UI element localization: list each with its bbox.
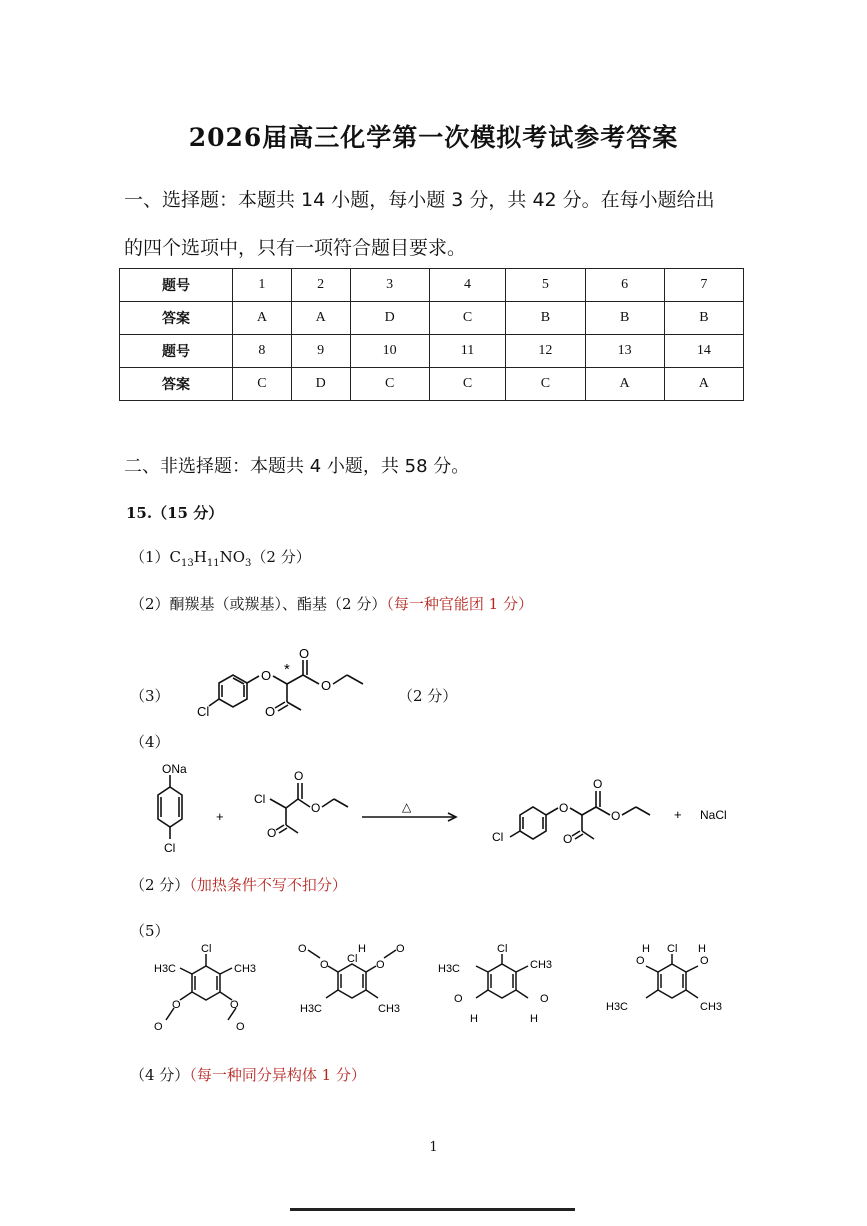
formula-no: NO (219, 548, 246, 566)
cl-label: Cl (667, 943, 678, 955)
section-2-heading: 二、非选择题：本题共 4 小题，共 58 分。 (124, 456, 470, 477)
o-label: O (593, 777, 603, 791)
cl-label: Cl (497, 943, 508, 955)
o-label: O (267, 826, 277, 840)
table-row (120, 302, 744, 335)
ethyl-bond (333, 675, 347, 684)
question-number: 2 (291, 269, 350, 302)
answer-cell: C (429, 368, 506, 401)
part-3-score: （2 分） (398, 687, 458, 705)
h-label: H (698, 943, 706, 955)
answer-cell: B (506, 302, 585, 335)
part-4-score: （2 分） (130, 876, 190, 894)
o-label: O (298, 943, 307, 955)
o-label: O (294, 769, 304, 783)
formula-o-count: 3 (245, 558, 252, 569)
bottom-divider (290, 1208, 575, 1211)
h-label: H (358, 943, 366, 955)
row-label-question: 题号 (120, 269, 233, 302)
o-label: O (299, 646, 310, 661)
h3c-label: H3C (154, 963, 177, 975)
methoxy-bond (516, 966, 528, 972)
cl-bond (510, 831, 520, 837)
benzene-ring (520, 807, 546, 839)
part-2-text: （2）酮羰基（或羰基）、酯基（2 分） (130, 595, 387, 613)
ether-bond (570, 808, 582, 815)
cl-label: Cl (197, 704, 210, 719)
part-4-label: （4） (130, 733, 170, 751)
formyl-bond (384, 950, 396, 958)
o-label: O (636, 955, 645, 967)
formula-h-count: 11 (206, 558, 220, 569)
o-label: O (311, 801, 321, 815)
question-number: 9 (291, 335, 350, 368)
answer-cell: D (291, 368, 350, 401)
o-label: O (611, 809, 621, 823)
o-label: O (700, 955, 709, 967)
table-row (120, 335, 744, 368)
o-label: O (540, 993, 549, 1005)
row-label-question: 题号 (120, 335, 233, 368)
ketone-double-bond (279, 828, 287, 833)
methyl-bond (582, 831, 594, 839)
heat-symbol: △ (402, 800, 412, 814)
methoxy-bond (476, 966, 488, 972)
h-label: H (530, 1013, 538, 1025)
part-1-label: （1） (130, 548, 170, 566)
methyl-bond (180, 968, 192, 974)
h3c-label: H3C (606, 1001, 629, 1013)
h-label: H (470, 1013, 478, 1025)
part-1-answer (130, 546, 311, 569)
o-label: O (321, 678, 332, 693)
aldehyde-bond (516, 990, 528, 998)
ethyl-bond (622, 807, 636, 815)
methoxy-bond (646, 990, 658, 998)
methyl-bond (326, 990, 338, 998)
isomer-3 (476, 954, 528, 998)
plus-sign: + (674, 807, 682, 822)
ester-bond (298, 799, 310, 807)
part-5-note: （每一种同分异构体 1 分） (189, 1066, 366, 1084)
ketone-double-bond (572, 831, 580, 836)
molecular-formula (169, 548, 252, 569)
ethyl-bond (334, 799, 348, 807)
question-15-heading: 15.（15 分） (126, 504, 224, 522)
part-2-answer (130, 593, 533, 614)
question-number: 13 (585, 335, 664, 368)
o-bond (180, 992, 192, 1000)
cl-bond (209, 699, 219, 706)
formula-h: H (193, 548, 207, 566)
aldehyde-bond (646, 966, 658, 972)
section-1-line-1: 一、选择题：本题共 14 小题，每小题 3 分，共 42 分。在每小题给出 (124, 189, 715, 211)
question-number: 5 (506, 269, 585, 302)
ester-bond (303, 675, 319, 684)
table-row (120, 269, 744, 302)
plus-sign: + (216, 809, 224, 824)
carbon-bond (286, 799, 298, 808)
o-label: O (236, 1021, 245, 1033)
cl-label: Cl (254, 792, 266, 806)
carbon-bond (582, 807, 596, 815)
part-4-note: （加热条件不写不扣分） (189, 876, 347, 894)
cl-label: Cl (492, 830, 504, 844)
chiral-star: * (284, 661, 290, 678)
o-label: O (559, 801, 569, 815)
formula-c-count: 13 (181, 558, 194, 569)
question-number: 14 (664, 335, 743, 368)
h3c-label: H3C (438, 963, 461, 975)
question-number: 7 (664, 269, 743, 302)
cl-label: Cl (164, 841, 176, 855)
ether-bond (247, 676, 259, 683)
question-number: 11 (429, 335, 506, 368)
ch3-label: CH3 (700, 1001, 723, 1013)
methoxy-bond (686, 990, 698, 998)
cl-label: Cl (201, 943, 212, 955)
question-number: 8 (233, 335, 292, 368)
cl-label: Cl (347, 953, 358, 965)
o-bond (366, 966, 376, 972)
h-label: H (642, 943, 650, 955)
question-number: 12 (506, 335, 585, 368)
part-4-reaction (130, 755, 750, 865)
part-5-score-line (130, 1064, 366, 1085)
ch3-label: CH3 (234, 963, 257, 975)
o-label: O (396, 943, 405, 955)
answer-cell: C (233, 368, 292, 401)
o-label: O (320, 959, 329, 971)
answer-cell: D (350, 302, 429, 335)
part-3-structure (185, 640, 395, 726)
answer-cell: C (506, 368, 585, 401)
benzene-ring (338, 964, 366, 998)
part-4-score-line (130, 874, 347, 895)
row-label-answer: 答案 (120, 302, 233, 335)
benzene-ring (192, 966, 220, 1000)
part-2-note: （每一种官能团 1 分） (386, 595, 533, 613)
page-title: 2026届高三化学第一次模拟考试参考答案 (188, 123, 679, 152)
isomer-4 (646, 954, 698, 998)
methyl-bond (286, 825, 298, 833)
o-label: O (230, 999, 239, 1011)
ester-bond (596, 807, 610, 815)
question-number: 6 (585, 269, 664, 302)
answer-cell: B (585, 302, 664, 335)
aldehyde-bond (686, 966, 698, 972)
answer-table (119, 268, 744, 401)
benzene-ring (488, 964, 516, 998)
ona-label: ONa (162, 762, 187, 776)
methyl-bond (287, 702, 301, 710)
answer-cell: C (350, 368, 429, 401)
benzene-ring (219, 675, 247, 707)
ketone-double-bond (276, 825, 284, 830)
methyl-bond (366, 990, 378, 998)
part-5-label: （5） (130, 922, 170, 940)
cl-bond (270, 799, 286, 808)
page-number: 1 (429, 1140, 438, 1155)
formyl-bond (308, 950, 320, 958)
answer-cell: C (429, 302, 506, 335)
part-3-label: （3） (130, 687, 170, 705)
o-label: O (265, 704, 276, 719)
question-number: 4 (429, 269, 506, 302)
question-number: 10 (350, 335, 429, 368)
ch3-label: CH3 (378, 1003, 401, 1015)
o-bond (328, 966, 338, 972)
answer-cell: A (585, 368, 664, 401)
ethyl-bond (322, 799, 334, 807)
o-label: O (563, 832, 573, 846)
ether-bond (546, 808, 558, 815)
section-1-instructions (124, 176, 764, 272)
methyl-bond (220, 968, 232, 974)
answer-cell: A (664, 368, 743, 401)
benzene-ring (658, 964, 686, 998)
o-label: O (454, 993, 463, 1005)
ketone-double-bond (575, 834, 583, 839)
o-label: O (376, 959, 385, 971)
part-1-score: （2 分） (251, 548, 311, 566)
o-label: O (261, 668, 272, 683)
formula-c: C (169, 548, 182, 566)
ch3-label: CH3 (530, 959, 553, 971)
table-row (120, 368, 744, 401)
part-5-score: （4 分） (130, 1066, 190, 1084)
question-number: 1 (233, 269, 292, 302)
nacl-label: NaCl (700, 808, 727, 822)
answer-cell: A (233, 302, 292, 335)
h3c-label: H3C (300, 1003, 323, 1015)
ethyl-bond (347, 675, 363, 684)
ethyl-bond (636, 807, 650, 815)
question-number: 3 (350, 269, 429, 302)
answer-cell: A (291, 302, 350, 335)
part-5-isomers (140, 940, 750, 1040)
o-label: O (172, 999, 181, 1011)
aldehyde-bond (476, 990, 488, 998)
o-label: O (154, 1021, 163, 1033)
row-label-answer: 答案 (120, 368, 233, 401)
section-1-line-2: 的四个选项中，只有一项符合题目要求。 (124, 237, 467, 259)
answer-cell: B (664, 302, 743, 335)
